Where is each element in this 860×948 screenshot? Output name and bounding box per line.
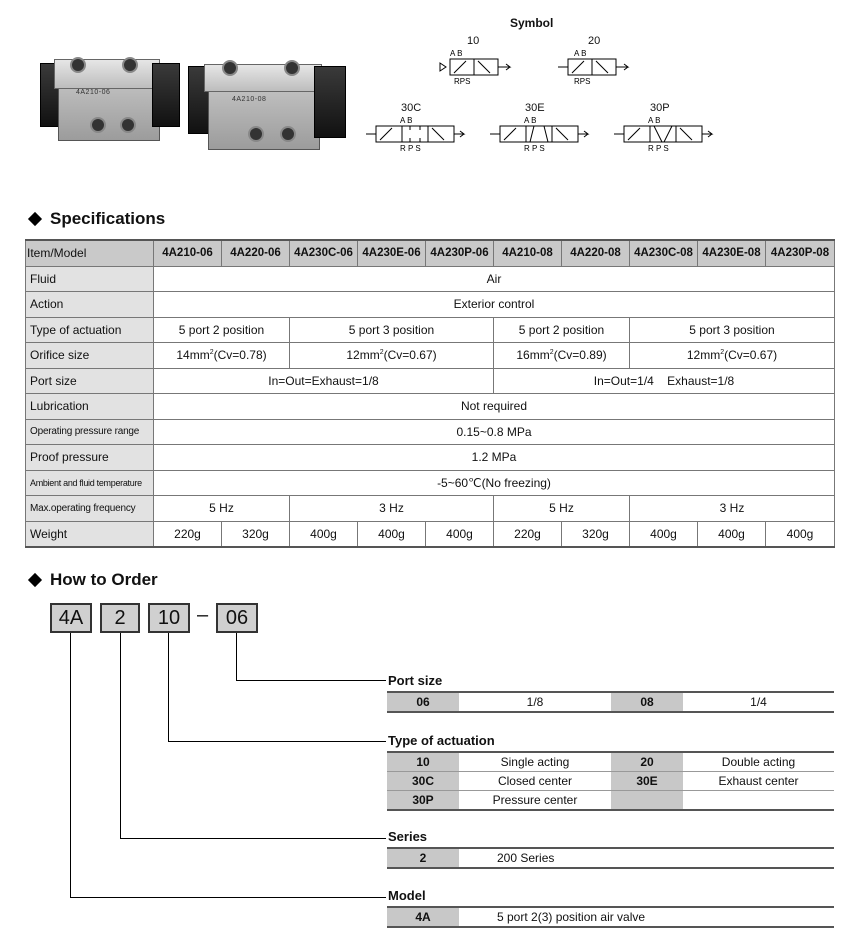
actuation-table bbox=[387, 751, 834, 811]
how-to-order-heading bbox=[30, 570, 158, 590]
symbol-30c-diagram bbox=[366, 113, 466, 155]
symbol-30e-top: A B bbox=[524, 116, 537, 125]
model-table bbox=[387, 906, 834, 928]
option-code: 20 bbox=[611, 752, 683, 772]
code-separator: – bbox=[197, 604, 209, 626]
spec-value: 5 port 2 position bbox=[154, 317, 290, 343]
model-header: 4A220-06 bbox=[222, 240, 290, 266]
option-value: Exhaust center bbox=[683, 772, 834, 791]
spec-header-label: Item/Model bbox=[26, 240, 154, 266]
option-code: 06 bbox=[387, 692, 459, 712]
option-value bbox=[683, 791, 834, 811]
port-size-table bbox=[387, 691, 834, 713]
spec-value: Air bbox=[154, 266, 835, 292]
symbol-20-diagram bbox=[556, 46, 638, 88]
model-header: 4A210-08 bbox=[494, 240, 562, 266]
spec-value: 0.15~0.8 MPa bbox=[154, 419, 835, 445]
product-photo-2 bbox=[188, 50, 348, 160]
spec-value: 400g bbox=[766, 521, 835, 547]
spec-value: 5 port 3 position bbox=[290, 317, 494, 343]
connector-model-h bbox=[70, 897, 386, 898]
specifications-heading bbox=[30, 209, 165, 229]
spec-value: 1.2 MPa bbox=[154, 445, 835, 471]
actuation-row bbox=[387, 752, 834, 772]
spec-value: 220g bbox=[154, 521, 222, 547]
spec-value: 5 port 2 position bbox=[494, 317, 630, 343]
spec-row-fluid bbox=[26, 266, 835, 292]
symbol-num-10: 10 bbox=[467, 35, 480, 47]
port-size-row bbox=[387, 692, 834, 712]
symbol-num-30e: 30E bbox=[525, 102, 545, 114]
spec-label: Proof pressure bbox=[26, 445, 154, 471]
option-code: 4A bbox=[387, 907, 459, 927]
symbol-num-30p: 30P bbox=[650, 102, 670, 114]
code-port-size: 06 bbox=[216, 603, 258, 633]
spec-value: -5~60℃(No freezing) bbox=[154, 470, 835, 496]
how-to-order-title: How to Order bbox=[50, 570, 158, 589]
option-value: 1/4 bbox=[683, 692, 834, 712]
model-header: 4A230C-06 bbox=[290, 240, 358, 266]
spec-value: 220g bbox=[494, 521, 562, 547]
spec-value: 5 port 3 position bbox=[630, 317, 835, 343]
connector-series bbox=[120, 633, 121, 838]
spec-value: 400g bbox=[290, 521, 358, 547]
actuation-row bbox=[387, 791, 834, 811]
connector-port-size-h bbox=[236, 680, 386, 681]
model-row bbox=[387, 907, 834, 927]
spec-value: 3 Hz bbox=[290, 496, 494, 522]
series-table bbox=[387, 847, 834, 869]
spec-value: Exterior control bbox=[154, 292, 835, 318]
symbol-num-20: 20 bbox=[588, 35, 601, 47]
actuation-row bbox=[387, 772, 834, 791]
spec-value: 5 Hz bbox=[154, 496, 290, 522]
spec-value: 320g bbox=[222, 521, 290, 547]
spec-value: 400g bbox=[630, 521, 698, 547]
spec-label: Orifice size bbox=[26, 343, 154, 369]
option-code: 10 bbox=[387, 752, 459, 772]
model-header: 4A230P-06 bbox=[426, 240, 494, 266]
spec-value: $12mm^2(Cv=0.67)$ bbox=[630, 343, 835, 369]
spec-label: Fluid bbox=[26, 266, 154, 292]
spec-value: 400g bbox=[698, 521, 766, 547]
spec-value: $14mm^2(Cv=0.78)$ bbox=[154, 343, 290, 369]
symbol-30c-top: A B bbox=[400, 116, 413, 125]
symbol-10-bottom: RPS bbox=[454, 77, 471, 86]
option-value: Closed center bbox=[459, 772, 611, 791]
model-header: 4A220-08 bbox=[562, 240, 630, 266]
product-label-2: 4A210-08 bbox=[232, 96, 267, 103]
spec-label: Ambient and fluid temperature bbox=[26, 470, 154, 496]
spec-row-temperature bbox=[26, 470, 835, 496]
connector-series-h bbox=[120, 838, 386, 839]
product-photo-1 bbox=[40, 45, 180, 155]
spec-label: Lubrication bbox=[26, 394, 154, 420]
symbol-30p-diagram bbox=[614, 113, 714, 155]
spec-label: Max.operating frequency bbox=[26, 496, 154, 522]
symbol-10-top: A B bbox=[450, 49, 463, 58]
product-label-1: 4A210-06 bbox=[76, 89, 111, 96]
spec-row-action bbox=[26, 292, 835, 318]
series-title: Series bbox=[388, 829, 428, 844]
symbol-20-bottom: RPS bbox=[574, 77, 591, 86]
spec-value: 3 Hz bbox=[630, 496, 835, 522]
symbol-10-diagram bbox=[438, 46, 520, 88]
model-header: 4A230P-08 bbox=[766, 240, 835, 266]
spec-label: Operating pressure range bbox=[26, 419, 154, 445]
spec-value: 320g bbox=[562, 521, 630, 547]
symbol-20-top: A B bbox=[574, 49, 587, 58]
spec-row-weight bbox=[26, 521, 835, 547]
spec-row-frequency bbox=[26, 496, 835, 522]
option-code: 2 bbox=[387, 848, 459, 868]
option-value: Pressure center bbox=[459, 791, 611, 811]
symbol-title: Symbol bbox=[510, 16, 554, 30]
option-code bbox=[611, 791, 683, 811]
model-header: 4A230C-08 bbox=[630, 240, 698, 266]
symbol-30p-top: A B bbox=[648, 116, 661, 125]
model-header: 4A230E-06 bbox=[358, 240, 426, 266]
model-header: 4A210-06 bbox=[154, 240, 222, 266]
spec-label: Type of actuation bbox=[26, 317, 154, 343]
code-actuation: 10 bbox=[148, 603, 190, 633]
symbol-30c-bottom: R P S bbox=[400, 144, 421, 153]
spec-row-op-pressure bbox=[26, 419, 835, 445]
spec-value: In=Out=Exhaust=1/8 bbox=[154, 368, 494, 394]
spec-value: $16mm^2(Cv=0.89)$ bbox=[494, 343, 630, 369]
spec-value: 5 Hz bbox=[494, 496, 630, 522]
symbol-num-30c: 30C bbox=[401, 102, 422, 114]
spec-row-orifice bbox=[26, 343, 835, 369]
option-value: 1/8 bbox=[459, 692, 611, 712]
spec-value: Not required bbox=[154, 394, 835, 420]
option-value: 200 Series bbox=[459, 848, 834, 868]
symbol-30e-diagram bbox=[490, 113, 590, 155]
actuation-title: Type of actuation bbox=[388, 733, 495, 748]
series-row bbox=[387, 848, 834, 868]
spec-label: Weight bbox=[26, 521, 154, 547]
spec-row-port-size bbox=[26, 368, 835, 394]
connector-actuation-h bbox=[168, 741, 386, 742]
symbol-30p-bottom: R P S bbox=[648, 144, 669, 153]
option-code: 08 bbox=[611, 692, 683, 712]
spec-label: Action bbox=[26, 292, 154, 318]
spec-value: 400g bbox=[358, 521, 426, 547]
spec-row-actuation bbox=[26, 317, 835, 343]
option-code: 30C bbox=[387, 772, 459, 791]
specifications-title: Specifications bbox=[50, 209, 166, 228]
diamond-bullet-icon bbox=[28, 573, 42, 587]
code-model: 4A bbox=[50, 603, 92, 633]
option-value: 5 port 2(3) position air valve bbox=[459, 907, 834, 927]
option-value: Single acting bbox=[459, 752, 611, 772]
spec-label: Port size bbox=[26, 368, 154, 394]
spec-value: 400g bbox=[426, 521, 494, 547]
connector-actuation bbox=[168, 633, 169, 741]
spec-value: $12mm^2(Cv=0.67)$ bbox=[290, 343, 494, 369]
spec-value: In=Out=1/4 Exhaust=1/8 bbox=[494, 368, 835, 394]
diamond-bullet-icon bbox=[28, 212, 42, 226]
symbol-30e-bottom: R P S bbox=[524, 144, 545, 153]
specifications-table bbox=[25, 239, 835, 548]
spec-header-row bbox=[26, 240, 835, 266]
option-code: 30E bbox=[611, 772, 683, 791]
model-header: 4A230E-08 bbox=[698, 240, 766, 266]
option-code: 30P bbox=[387, 791, 459, 811]
option-value: Double acting bbox=[683, 752, 834, 772]
model-title: Model bbox=[388, 888, 426, 903]
connector-port-size bbox=[236, 633, 237, 680]
code-series: 2 bbox=[100, 603, 140, 633]
port-size-title: Port size bbox=[388, 673, 443, 688]
connector-model bbox=[70, 633, 71, 897]
spec-row-proof-pressure bbox=[26, 445, 835, 471]
spec-row-lubrication bbox=[26, 394, 835, 420]
